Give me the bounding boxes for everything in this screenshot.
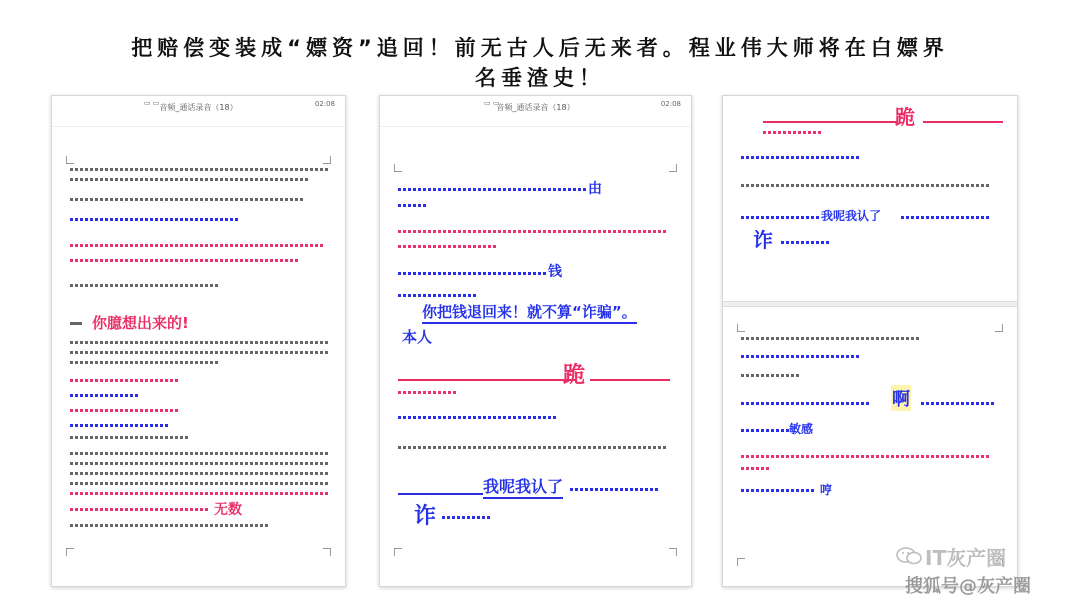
highlight-phrase: 诈 — [753, 228, 773, 252]
recording-title: 音频_通话录音（18） — [159, 103, 238, 112]
highlight-phrase: 敏感 — [789, 422, 814, 436]
highlight-phrase: 你把钱退回来！就不算“诈骗”。 — [422, 301, 637, 324]
highlight-phrase: 我呢我认了 — [483, 474, 563, 499]
transcript-screenshot-2 — [379, 95, 692, 587]
highlight-phrase: 诈 — [414, 504, 437, 529]
transcript-screenshot-1 — [51, 95, 346, 587]
watermark-brand: IT灰产圈 — [925, 546, 1007, 570]
status-icons: ▭ ▭ — [484, 99, 500, 107]
status-icons: ▭ ▭ — [144, 99, 160, 107]
highlight-phrase: 跪 — [895, 105, 915, 129]
wechat-icon — [895, 546, 923, 566]
headline-line-1: 把赔偿变装成“嫖资”追回！前无古人后无来者。程业伟大师将在白嫖界 — [131, 36, 949, 60]
highlight-phrase: 钱 — [548, 264, 562, 280]
highlight-phrase: 跪 — [563, 363, 586, 388]
highlight-phrase: 啊 — [891, 385, 911, 411]
highlight-phrase: 无数 — [214, 502, 242, 518]
highlight-phrase: 你臆想出来的! — [92, 314, 189, 332]
status-time: 02:08 — [660, 100, 681, 108]
highlight-phrase: 我呢我认了 — [821, 209, 882, 223]
highlight-phrase: 由 — [588, 181, 602, 197]
transcript-screenshot-3 — [722, 95, 1018, 587]
watermark-source: 搜狐号@灰产圈 — [905, 576, 1031, 597]
status-time: 02:08 — [314, 100, 335, 108]
highlight-phrase: 哼 — [820, 483, 833, 497]
recording-title: 音频_通话录音（18） — [496, 103, 575, 112]
headline-line-2: 名垂渣史！ — [475, 66, 605, 90]
highlight-phrase: 本人 — [402, 328, 433, 346]
